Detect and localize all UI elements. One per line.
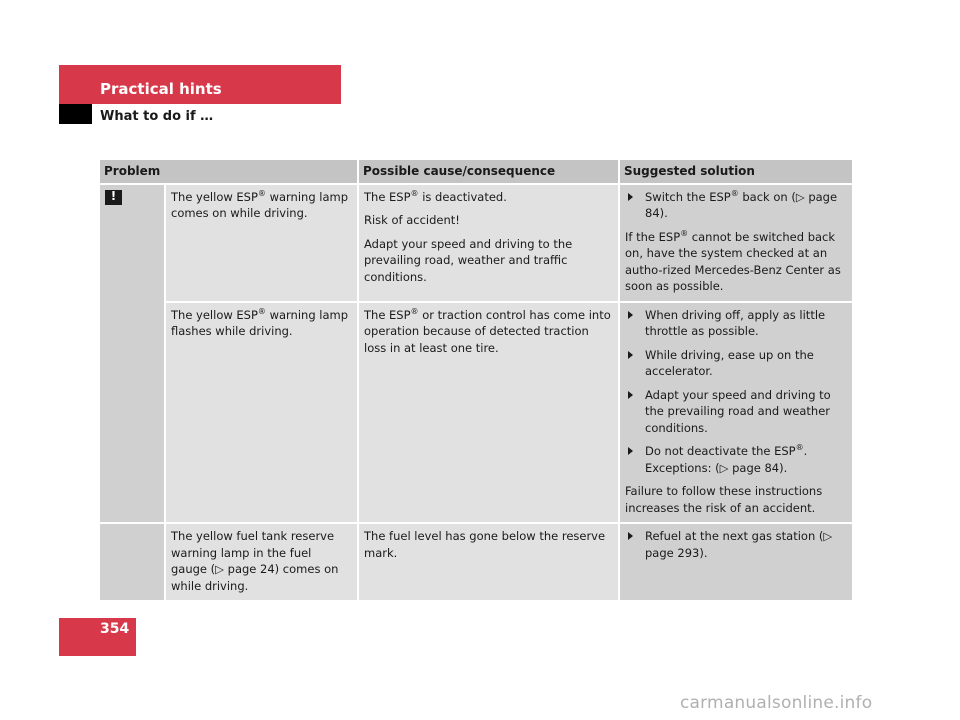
icon-cell: [100, 184, 165, 524]
cause-text: The ESP® is deactivated.: [364, 188, 507, 204]
problem-cell: The yellow ESP® warning lamp comes on while driving.: [165, 184, 358, 302]
cause-text: The ESP® or traction control has come into operation because of detected traction loss in at least one tire.: [364, 306, 611, 355]
cause-cell: [358, 523, 619, 601]
column-header-problem: Problem: [100, 160, 358, 184]
solution-cell: [619, 184, 852, 302]
section-title: Practical hints: [100, 80, 222, 98]
triangle-right-icon: [628, 447, 633, 455]
problem-cell: The yellow fuel tank reserve warning lamp in the fuel gauge (▷ page 24) comes on while driving.: [165, 523, 358, 601]
problem-cell: The yellow ESP® warning lamp flashes while driving.: [165, 302, 358, 524]
watermark: carmanualsonline.info: [680, 693, 873, 713]
solution-cell: [619, 302, 852, 524]
solution-step: Do not deactivate the ESP®. Exceptions: (▷ page 84).: [625, 443, 846, 476]
cause-text: The fuel level has gone below the reserve mark.: [364, 529, 606, 560]
solution-step: Switch the ESP® back on (▷ page 84).: [625, 189, 846, 222]
cause-cell: [358, 302, 619, 524]
column-header-cause: Possible cause/consequence: [358, 160, 619, 184]
troubleshooting-table: [100, 160, 852, 602]
icon-cell: [100, 523, 165, 601]
solution-step: Refuel at the next gas station (▷ page 293).: [625, 528, 846, 561]
table-header-row: [100, 160, 852, 184]
cause-cell: [358, 184, 619, 302]
column-header-solution: Suggested solution: [619, 160, 852, 184]
solution-note: Failure to follow these instructions increases the risk of an accident.: [625, 484, 823, 515]
cause-text: Adapt your speed and driving to the prevailing road, weather and traffic conditions.: [364, 236, 573, 284]
cause-text: Risk of accident!: [364, 213, 460, 227]
solution-step: Adapt your speed and driving to the prevailing road and weather conditions.: [625, 387, 846, 437]
table-row: [100, 302, 852, 524]
esp-warning-triangle-icon: !: [105, 190, 122, 205]
page-number: 354: [100, 621, 130, 637]
solution-step: When driving off, apply as little throttle as possible.: [625, 307, 846, 340]
table-row: [100, 184, 852, 302]
triangle-right-icon: [628, 351, 633, 359]
subsection-title: What to do if …: [100, 109, 214, 124]
triangle-right-icon: [628, 532, 633, 540]
table-row: [100, 523, 852, 601]
triangle-right-icon: [628, 193, 633, 201]
subsection-marker: [59, 104, 92, 124]
solution-note: If the ESP® cannot be switched back on, have the system checked at an autho-rized Mercedes-Benz Center as soon as possible.: [625, 228, 841, 293]
triangle-right-icon: [628, 391, 633, 399]
solution-step: While driving, ease up on the accelerator.: [625, 347, 846, 380]
triangle-right-icon: [628, 311, 633, 319]
solution-cell: [619, 523, 852, 601]
